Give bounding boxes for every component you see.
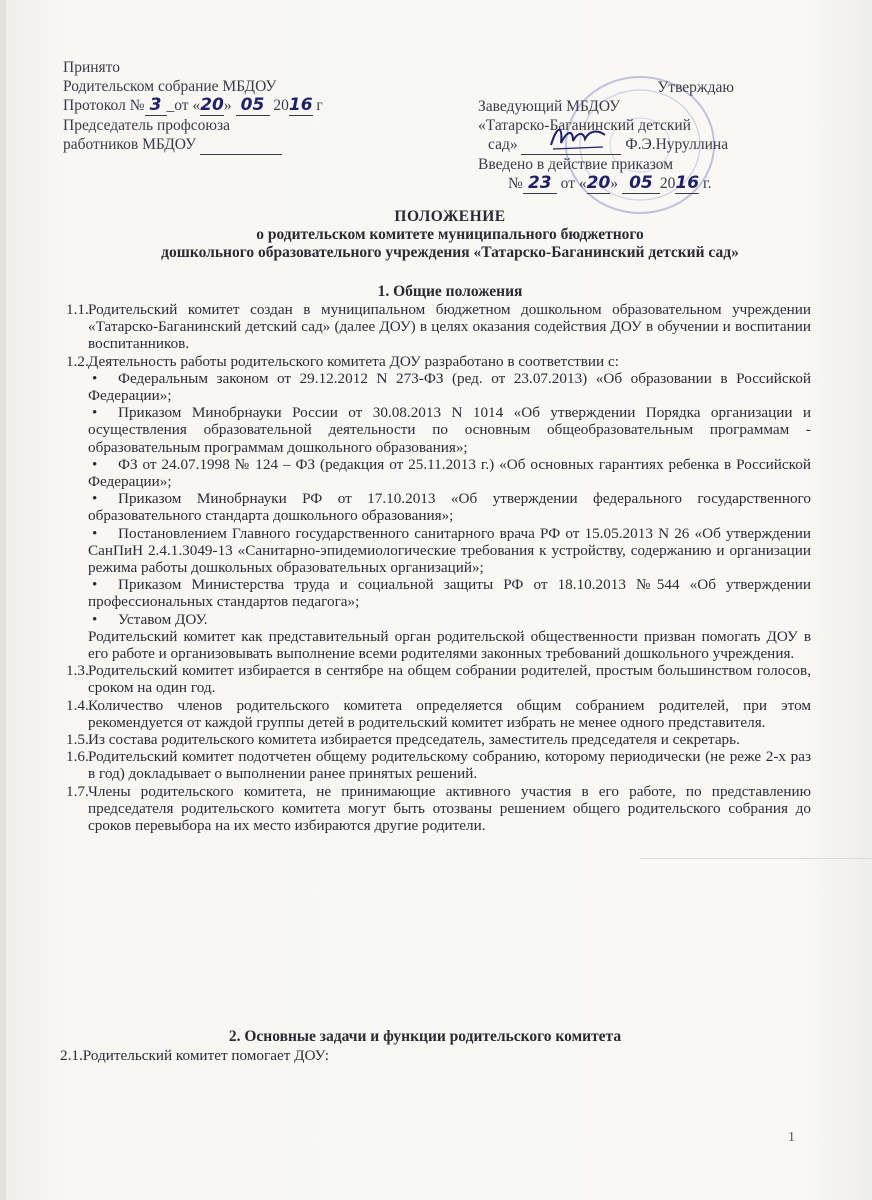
clause-1-5: 1.5. Из состава родительского комитета избирается председатель, заместитель председателя и секретарь. xyxy=(66,731,740,749)
clause-1-1: 1.1. Родительский комитет создан в муниципальном бюджетном дошкольном образовательном учреждении «Татарско-Баганинский детский сад» (далее ДОУ) в целях оказания содействия ДОУ в обучении и воспитании воспитанников. xyxy=(66,301,811,353)
header-accepted-block xyxy=(63,58,363,155)
chairman-label: Председатель профсоюза xyxy=(63,117,230,134)
clause-2-1: 2.1.Родительский комитет помогает ДОУ: xyxy=(60,1047,330,1064)
section-1-body xyxy=(66,301,811,834)
clause-1-4: 1.4. Количество членов родительского комитета определяется общим собранием родителей, при этом рекомендуется от каждой группы детей в родительский комитет избрать не менее одного представителя. xyxy=(66,696,811,731)
law-bullet: • Уставом ДОУ. xyxy=(92,610,208,628)
protocol-month: 05 xyxy=(236,96,270,116)
approve-label: Утверждаю xyxy=(657,79,734,96)
section-1-heading: 1. Общие положения xyxy=(377,283,523,300)
clause-1-3: 1.3. Родительский комитет избирается в сентябре на общем собрании родителей, простым большинством голосов, сроком на один год. xyxy=(66,662,811,697)
protocol-day: 20 xyxy=(200,95,224,115)
title-sub-2: дошкольного образовательного учреждения «Татарско-Баганинский детский сад» xyxy=(161,244,739,261)
order-number: 23 xyxy=(523,174,557,194)
workers-line: работников МБДОУ xyxy=(63,135,363,155)
law-bullet: • Приказом Минобрнауки России от 30.08.2013 N 1014 «Об утверждении Порядка организации и осуществления образовательной деятельности по основным общеобразовательным программам - образовательным программам дошкольного образования»; xyxy=(88,404,811,456)
parent-meeting-label: Родительском собрание МБДОУ xyxy=(63,78,277,95)
protocol-number: 3 xyxy=(145,96,167,116)
law-bullet: • Приказом Минобрнауки РФ от 17.10.2013 «Об утверждении федерального государственного образовательного стандарта дошкольного образования»; xyxy=(88,490,811,525)
scan-edge xyxy=(0,0,6,1200)
order-month: 05 xyxy=(622,174,660,194)
order-day: 20 xyxy=(586,173,611,193)
org-name-line1: «Татарско-Баганинский детский xyxy=(478,117,691,134)
head-title: Заведующий МБДОУ xyxy=(478,98,621,115)
protocol-year: 16 xyxy=(288,95,313,115)
law-bullet: • Федеральным законом от 29.12.2012 N 273-ФЗ (ред. от 23.07.2013) «Об образовании в Российской Федерации»; xyxy=(88,369,811,405)
law-bullet: • Приказом Министерства труда и социальной защиты РФ от 18.10.2013 №544 «Об утверждении профессиональных стандартов педагога»; xyxy=(88,576,811,611)
document-title xyxy=(100,208,800,262)
clause-1-2-tail: Родительский комитет как представительный орган родительской общественности призван помогать ДОУ в его работе и организовывать выполнение всеми родителями законных требований дошкольного учреждения. xyxy=(88,627,811,663)
introduced-label: Введено в действие приказом xyxy=(478,156,674,173)
order-year: 16 xyxy=(675,173,700,193)
page-number: 1 xyxy=(788,1130,795,1145)
paper-fold-line xyxy=(640,858,872,859)
clause-1-7: 1.7. Члены родительского комитета, не принимающие активного участия в его работе, по представлению председателя родительского комитета могут быть отозваны решением общего родительского собрания до сроков перевыбора на их место избираются другие родители. xyxy=(66,782,811,835)
law-bullet: • Постановлением Главного государственного санитарного врача РФ от 15.05.2013 N 26 «Об утверждении СанПиН 2.4.1.3049-13 «Санитарно-эпидемиологические требования к устройству, содержанию и организации режима работы дошкольных образовательных организаций»; xyxy=(88,524,811,577)
protocol-line: Протокол № 3 _от «20» 05 2016 г xyxy=(63,95,323,115)
clause-1-2: 1.2. Деятельность работы родительского комитета ДОУ разработано в соответствии с: xyxy=(66,352,619,370)
accepted-label: Принято xyxy=(63,59,120,76)
signature-line: сад» Ф.Э.Нуруллина xyxy=(488,136,729,153)
order-line: № 23 от «20» 05 2016 г. xyxy=(508,173,712,193)
header-approved-block xyxy=(478,78,778,194)
law-bullet: • ФЗ от 24.07.1998 № 124 – ФЗ (редакция от 25.11.2013 г.) «Об основных гарантиях ребенка в Российской Федерации»; xyxy=(88,455,811,491)
clause-1-6: 1.6. Родительский комитет подотчетен общему родительскому собранию, которому периодически (не реже 2-х раз в год) докладывает о выполнении ранее принятых решений. xyxy=(66,748,811,783)
section-2-heading: 2. Основные задачи и функции родительского комитета xyxy=(228,1028,622,1045)
title-sub-1: о родительском комитете муниципального бюджетного xyxy=(256,226,644,243)
title-main: ПОЛОЖЕНИЕ xyxy=(394,208,506,225)
signer-name: Ф.Э.Нуруллина xyxy=(625,136,729,153)
handwritten-signature xyxy=(547,121,609,155)
